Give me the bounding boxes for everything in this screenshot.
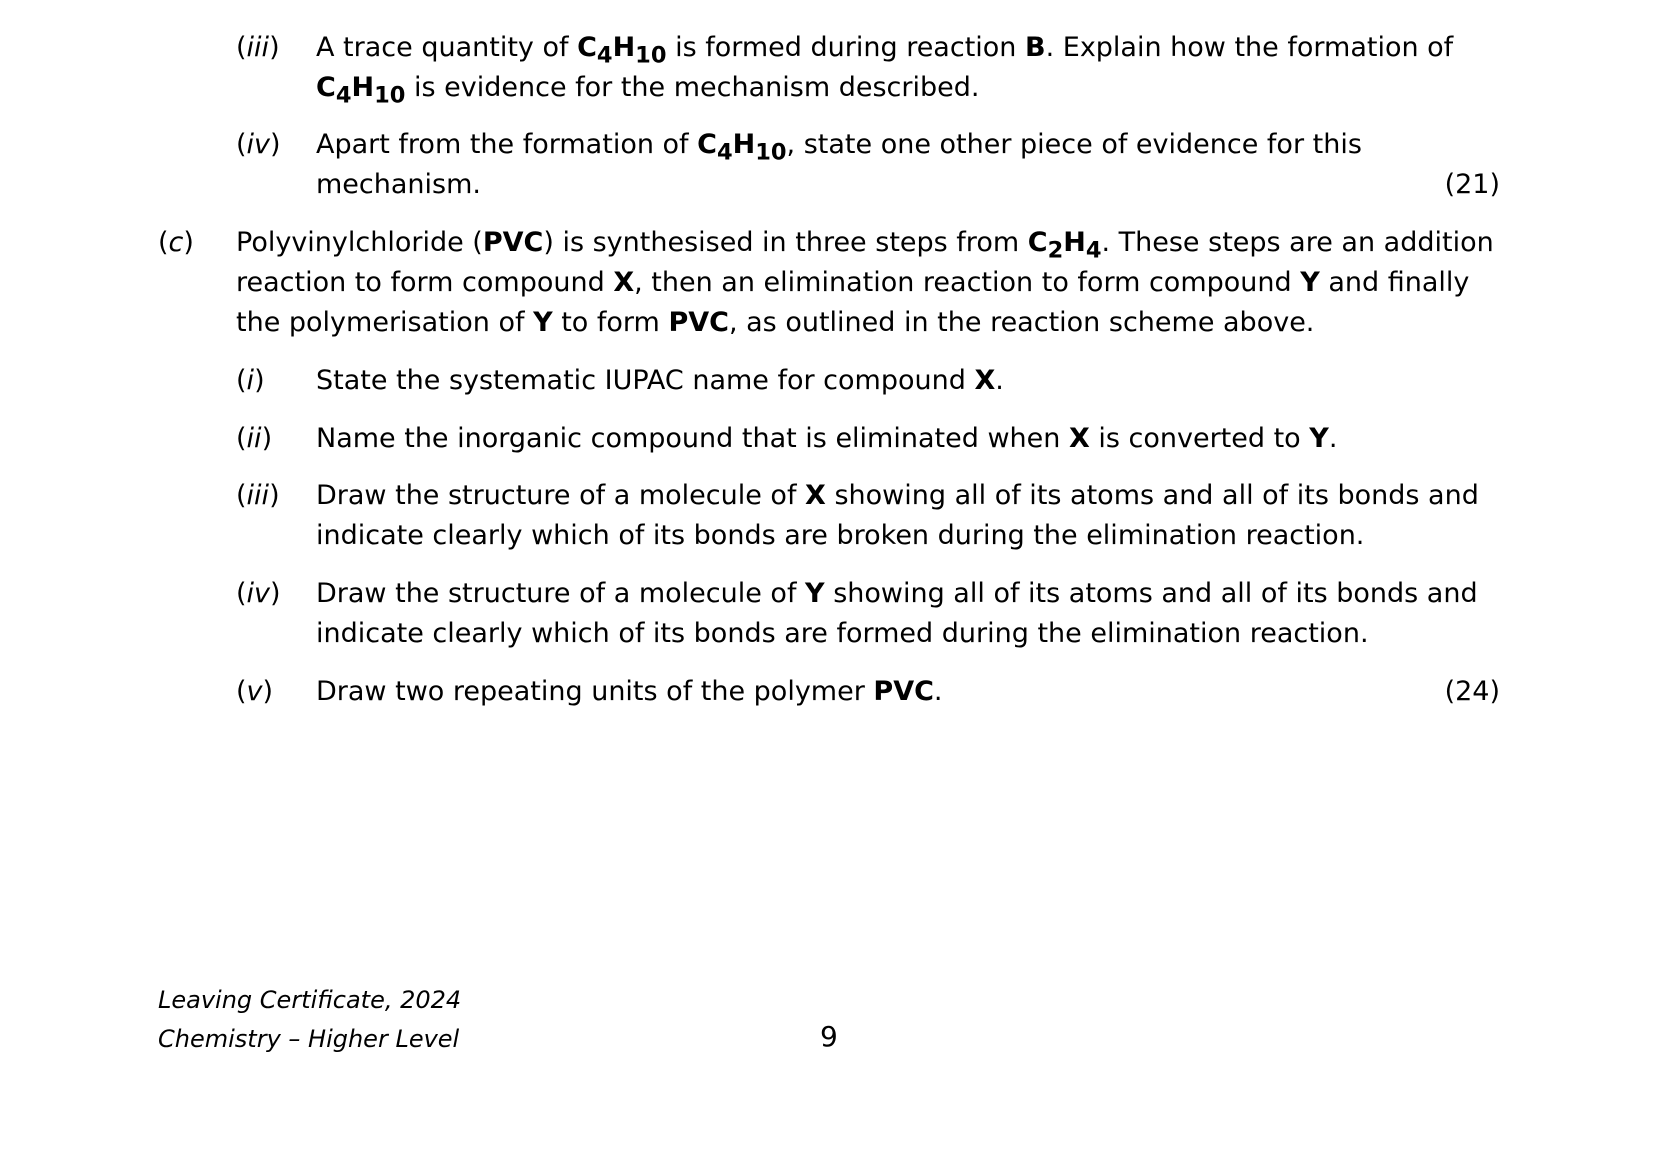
item-b-iii-line2: $C_4H_{10}$ is evidence for the mechanism described. <box>316 72 980 109</box>
part-c-intro-line3: the polymerisation of Y to form PVC, as outlined in the reaction scheme above. <box>236 307 1315 338</box>
cut-off-text <box>236 0 817 6</box>
marks-b: (21) <box>1444 169 1500 200</box>
cut-off-previous-line <box>236 0 817 6</box>
item-c-v-text: Draw two repeating units of the polymer PVC. <box>316 676 943 707</box>
item-c-iii-line2: indicate clearly which of its bonds are broken during the elimination reaction. <box>316 520 1365 551</box>
footer-subject-level: Chemistry – Higher Level <box>158 1025 460 1053</box>
item-b-iii-line1: A trace quantity of $C_4H_{10}$ is formed during reaction B. Explain how the formation of <box>316 32 1454 69</box>
item-b-iii-label: (iii) <box>236 32 280 63</box>
page-number: 9 <box>820 1020 838 1053</box>
item-c-iv-line1: Draw the structure of a molecule of Y showing all of its atoms and all of its bonds and <box>316 578 1478 609</box>
item-c-iv-label: (iv) <box>236 578 281 609</box>
item-c-i-label: (i) <box>236 365 265 396</box>
marks-c: (24) <box>1444 676 1500 707</box>
footer-exam-title: Leaving Certificate, 2024 <box>158 986 462 1014</box>
item-c-v-label: (v) <box>236 676 274 707</box>
item-b-iv-label: (iv) <box>236 129 281 160</box>
item-b-iv-line1: Apart from the formation of $C_4H_{10}$, state one other piece of evidence for this <box>316 129 1362 166</box>
item-b-iv-line2: mechanism. <box>316 169 481 200</box>
item-c-ii-label: (ii) <box>236 423 273 454</box>
item-c-iii-line1: Draw the structure of a molecule of X showing all of its atoms and all of its bonds and <box>316 480 1479 511</box>
item-c-ii-text: Name the inorganic compound that is eliminated when X is converted to Y. <box>316 423 1338 454</box>
part-c-intro-line2: reaction to form compound X, then an elimination reaction to form compound Y and finally <box>236 267 1470 298</box>
item-c-i-text: State the systematic IUPAC name for compound X. <box>316 365 1004 396</box>
part-c-intro-line1: Polyvinylchloride (PVC) is synthesised in three steps from $C_2H_4$. These steps are an addition <box>236 227 1494 264</box>
item-c-iv-line2: indicate clearly which of its bonds are formed during the elimination reaction. <box>316 618 1369 649</box>
part-c-label: (c) <box>158 227 194 258</box>
item-c-iii-label: (iii) <box>236 480 280 511</box>
